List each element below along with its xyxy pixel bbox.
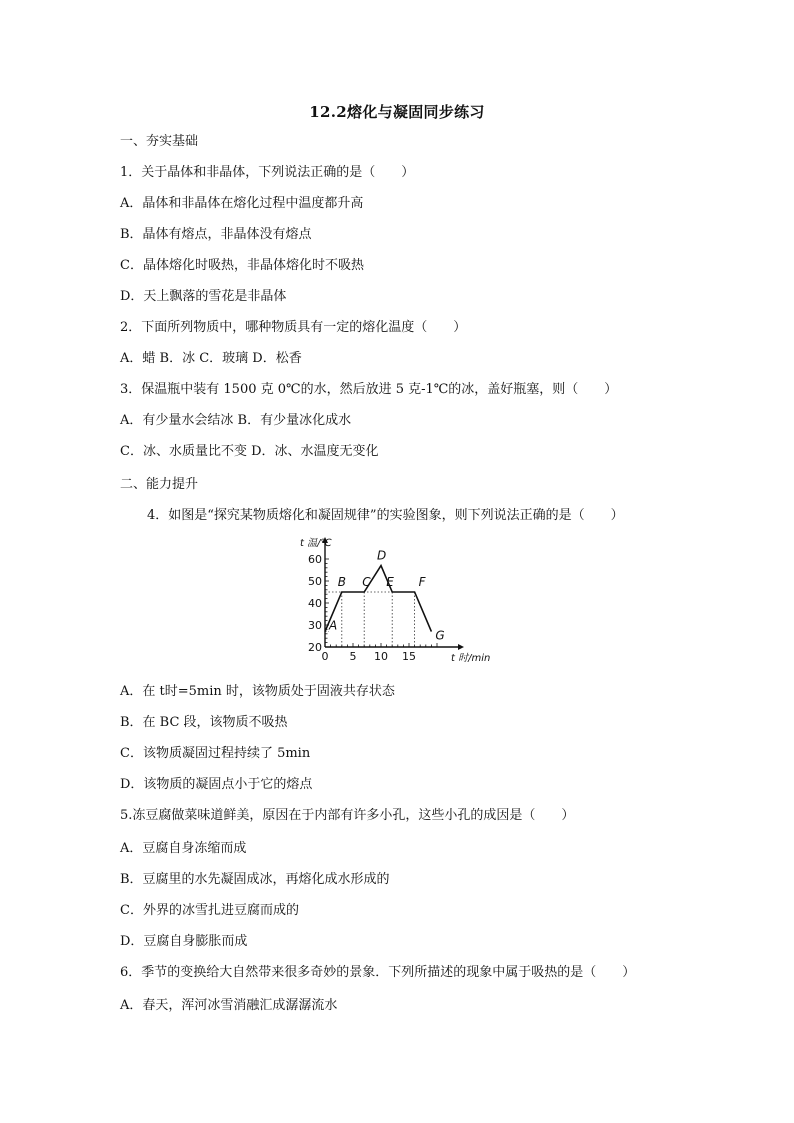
x-tick-label: 0 xyxy=(321,650,329,663)
option-text: B．晶体有熔点，非晶体没有熔点 xyxy=(120,227,312,242)
question-text: 1．关于晶体和非晶体，下列说法正确的是（ ） xyxy=(120,165,415,180)
y-tick-label: 60 xyxy=(308,553,322,566)
option-text: A．豆腐自身冻缩而成 xyxy=(120,841,247,856)
option-text: C．冰、水质量比不变 D．冰、水温度无变化 xyxy=(120,444,379,459)
option-text: A．春天，浑河冰雪消融汇成潺潺流水 xyxy=(120,998,338,1013)
y-axis-label: t 温/℃ xyxy=(300,538,332,549)
page-title: 12.2熔化与凝固同步练习 xyxy=(309,103,485,121)
option-text: B．豆腐里的水先凝固成冰，再熔化成水形成的 xyxy=(120,872,390,887)
option-text: A．有少量水会结冰 B．有少量冰化成水 xyxy=(120,413,352,428)
section-heading: 一、夯实基础 xyxy=(120,134,199,149)
point-label-c: C xyxy=(362,575,371,589)
question-text: 5.冻豆腐做菜味道鲜美，原因在于内部有许多小孔，这些小孔的成因是（ ） xyxy=(120,808,575,823)
question-text: 6．季节的变换给大自然带来很多奇妙的景象．下列所描述的现象中属于吸热的是（ ） xyxy=(120,965,636,980)
option-text: D．该物质的凝固点小于它的熔点 xyxy=(120,777,313,792)
option-text: A．蜡 B．冰 C．玻璃 D．松香 xyxy=(120,351,302,366)
y-tick-label: 20 xyxy=(308,641,322,654)
point-label-b: B xyxy=(337,575,347,589)
section-heading: 二、能力提升 xyxy=(120,477,199,492)
option-text: C．该物质凝固过程持续了 5min xyxy=(120,746,311,761)
question-text: 2．下面所列物质中，哪种物质具有一定的熔化温度（ ） xyxy=(120,320,467,335)
option-text: C．晶体熔化时吸热，非晶体熔化时不吸热 xyxy=(120,258,364,273)
chart-svg xyxy=(300,534,500,670)
point-label-g: G xyxy=(435,628,445,643)
option-text: D．天上飘落的雪花是非晶体 xyxy=(120,289,287,304)
y-tick-label: 30 xyxy=(308,619,322,632)
x-tick-label: 15 xyxy=(402,650,416,663)
x-tick-label: 10 xyxy=(374,650,388,663)
option-text: B．在 BC 段，该物质不吸热 xyxy=(120,715,288,730)
point-label-e: E xyxy=(386,575,394,589)
point-label-a: A xyxy=(329,618,338,633)
x-axis-label: t 时/min xyxy=(451,653,491,664)
temperature-time-chart xyxy=(300,534,500,670)
point-label-d: D xyxy=(377,548,387,563)
option-text: D．豆腐自身膨胀而成 xyxy=(120,934,248,949)
y-tick-label: 50 xyxy=(308,575,322,588)
x-tick-label: 5 xyxy=(349,650,357,663)
option-text: C．外界的冰雪扎进豆腐而成的 xyxy=(120,903,299,918)
y-tick-label: 40 xyxy=(308,597,322,610)
point-label-f: F xyxy=(418,575,426,589)
question-text: 3．保温瓶中装有 1500 克 0℃的水，然后放进 5 克-1℃的冰，盖好瓶塞，则（ ） xyxy=(120,382,618,397)
option-text: A．在 t时=5min 时，该物质处于固液共存状态 xyxy=(120,684,395,699)
x-axis-arrow xyxy=(458,644,464,650)
option-text: A．晶体和非晶体在熔化过程中温度都升高 xyxy=(120,196,364,211)
question-text: 4．如图是“探究某物质熔化和凝固规律”的实验图象，则下列说法正确的是（ ） xyxy=(147,508,624,523)
